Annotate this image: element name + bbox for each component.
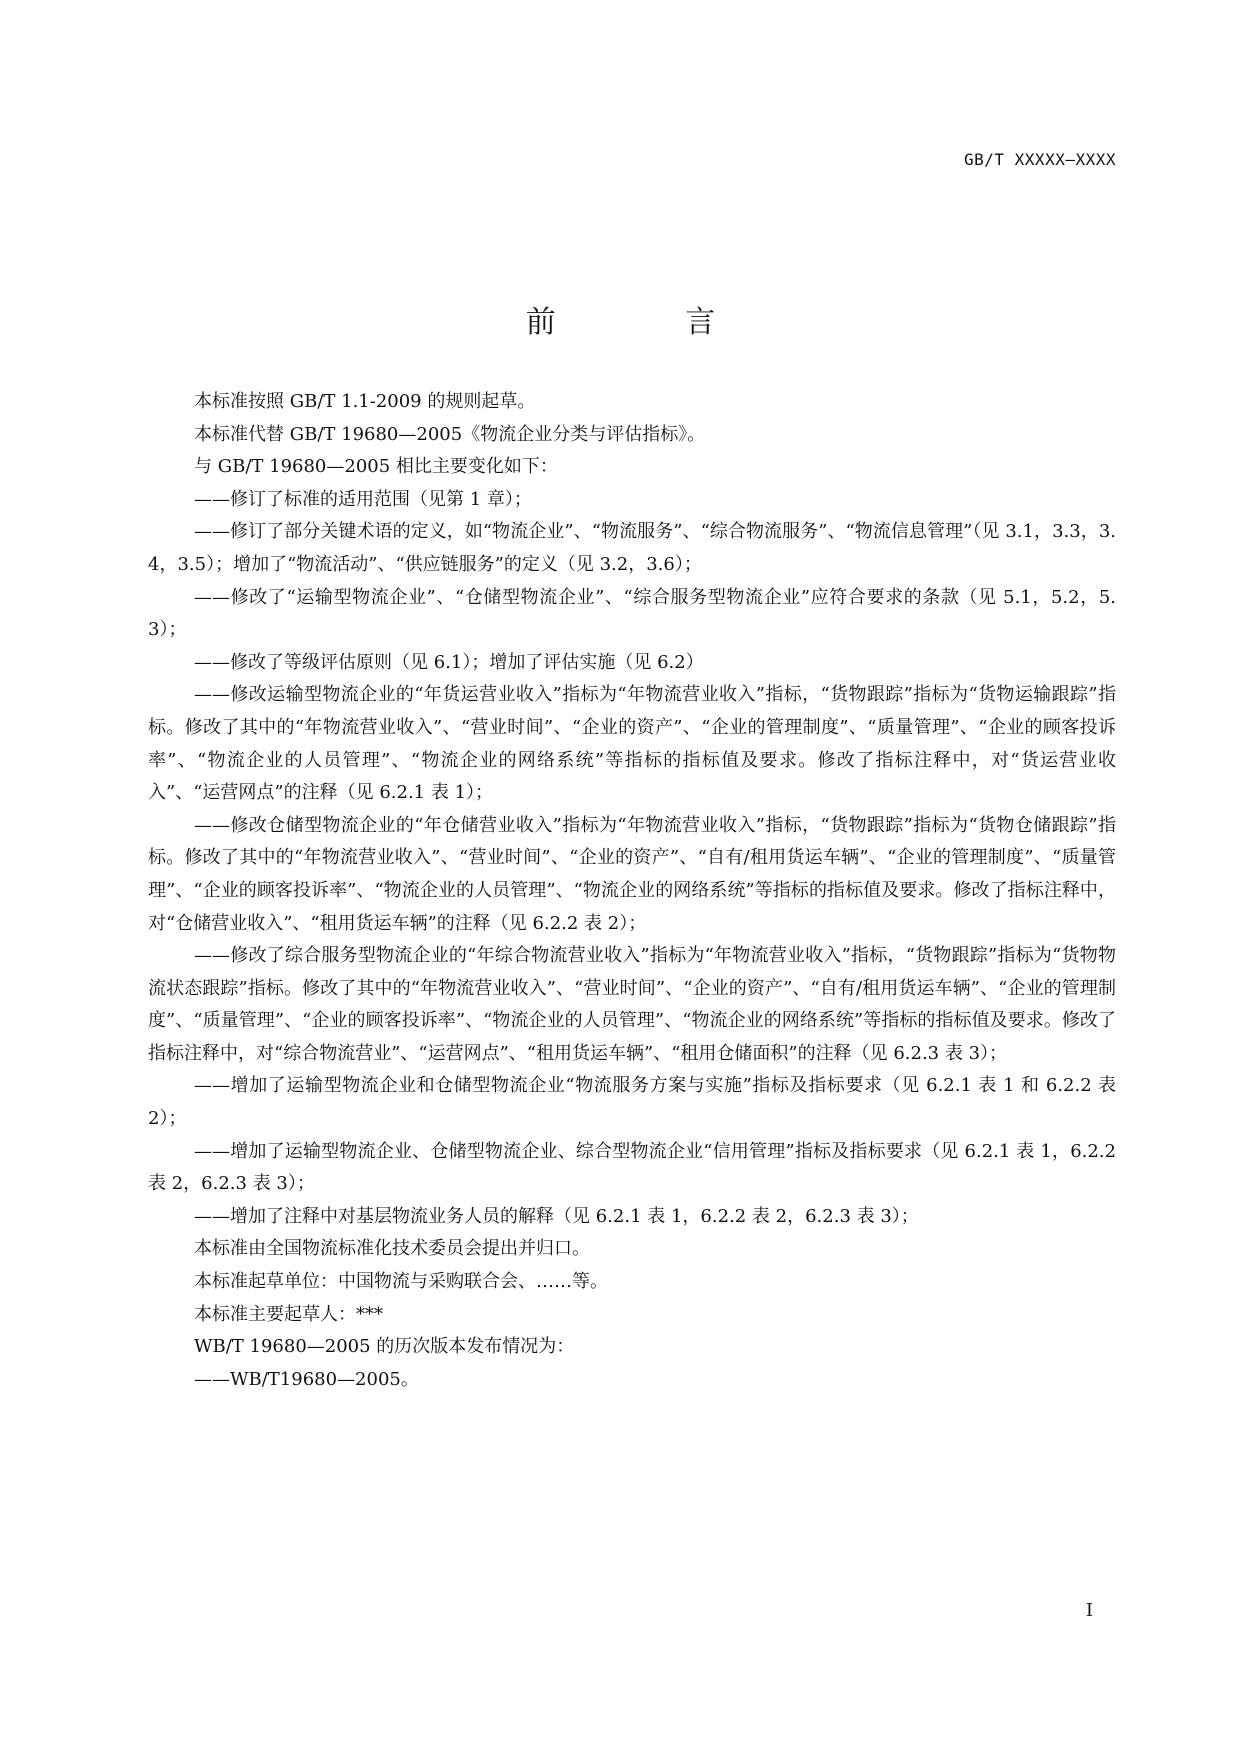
page-number: I <box>1085 1600 1093 1621</box>
change-item-evaluation: ——修改了等级评估原则（见 6.1）；增加了评估实施（见 6.2） <box>194 651 704 673</box>
change-item-enterprise-types: ——修改了“运输型物流企业”、“仓储型物流企业”、“综合服务型物流企业”应符合要求的条款（见 5.1，5.2，5.3）； <box>148 586 1116 641</box>
change-item-scope: ——修订了标准的适用范围（见第 1 章）； <box>194 488 532 510</box>
paragraph-drafting-rules: 本标准按照 GB/T 1.1-2009 的规则起草。 <box>194 391 536 412</box>
paragraph-version-history-item: ——WB/T19680—2005。 <box>194 1368 419 1390</box>
change-item-comprehensive-type: ——修改了综合服务型物流企业的“年综合物流营业收入”指标为“年物流营业收入”指标，“货物跟踪”指标为“货物物流状态跟踪”指标。修改了其中的“年物流营业收入”、“营业时间”、“企业的资产”、“自有/租用货运车辆”、“企业的管理制度”、“质量管理”、“企业的顾客投诉率”、“物流企业的人员管理”、“物流企业的网络系统”等指标的指标值及要求。修改了指标注释中，对“综合物流营业”、“运营网点”、“租用货运车辆”、“租用仓储面积”的注释（见 6.2.3 表 3）； <box>148 945 1116 1064</box>
change-item-credit-management: ——增加了运输型物流企业、仓储型物流企业、综合型物流企业“信用管理”指标及指标要求（见 6.2.1 表 1，6.2.2 表 2，6.2.3 表 3）； <box>148 1140 1116 1195</box>
foreword-body <box>148 386 1116 1396</box>
change-item-definitions: ——修订了部分关键术语的定义，如“物流企业”、“物流服务”、“综合物流服务”、“物流信息管理”（见 3.1，3.3，3.4，3.5）；增加了“物流活动”、“供应链服务”的定义（见 3.2，3.6）； <box>148 521 1116 575</box>
change-item-staff-notes: ——增加了注释中对基层物流业务人员的解释（见 6.2.1 表 1，6.2.2 表 2，6.2.3 表 3）； <box>194 1205 919 1227</box>
paragraph-drafters: 本标准主要起草人：*** <box>194 1303 383 1325</box>
paragraph-changes-intro: 与 GB/T 19680—2005 相比主要变化如下： <box>194 456 558 478</box>
page-title: 前 言 <box>525 305 776 341</box>
change-item-storage-type: ——修改仓储型物流企业的“年仓储营业收入”指标为“年物流营业收入”指标，“货物跟踪”指标为“货物仓储跟踪”指标。修改了其中的“年物流营业收入”、“营业时间”、“企业的资产”、“自有/租用货运车辆”、“企业的管理制度”、“质量管理”、“企业的顾客投诉率”、“物流企业的人员管理”、“物流企业的网络系统”等指标的指标值及要求。修改了指标注释中，对“仓储营业收入”、“租用货运车辆”的注释（见 6.2.2 表 2）； <box>148 814 1116 934</box>
change-item-service-plan: ——增加了运输型物流企业和仓储型物流企业“物流服务方案与实施”指标及指标要求（见 6.2.1 表 1 和 6.2.2 表 2）； <box>148 1075 1116 1130</box>
paragraph-replaces: 本标准代替 GB/T 19680—2005《物流企业分类与评估指标》。 <box>194 423 706 445</box>
paragraph-proposed-by: 本标准由全国物流标准化技术委员会提出并归口。 <box>194 1238 590 1260</box>
standard-code-header: GB/T XXXXX—XXXX <box>964 150 1116 169</box>
paragraph-version-history-intro: WB/T 19680—2005 的历次版本发布情况为： <box>194 1336 575 1358</box>
paragraph-drafting-units: 本标准起草单位：中国物流与采购联合会、……等。 <box>194 1271 608 1293</box>
change-item-transport-type: ——修改运输型物流企业的“年货运营业收入”指标为“年物流营业收入”指标，“货物跟踪”指标为“货物运输跟踪”指标。修改了其中的“年物流营业收入”、“营业时间”、“企业的资产”、“企业的管理制度”、“质量管理”、“企业的顾客投诉率”、“物流企业的人员管理”、“物流企业的网络系统”等指标的指标值及要求。修改了指标注释中，对“货运营业收入”、“运营网点”的注释（见 6.2.1 表 1）； <box>148 684 1116 804</box>
